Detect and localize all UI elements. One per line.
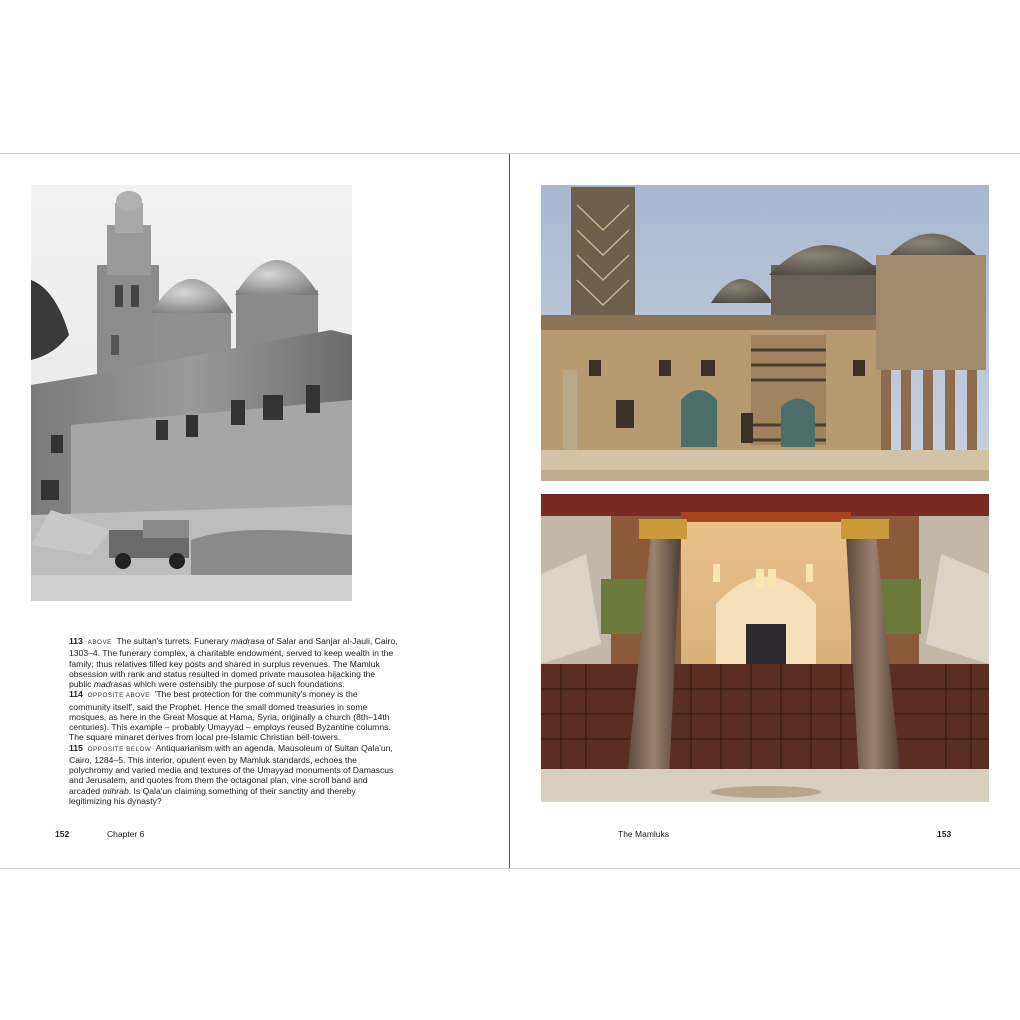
caption-text-run: which were ostensibly the purpose of such foundations.	[131, 679, 345, 689]
caption-text-run: Antiquarianism with an agenda. Mausoleum of Sultan Qala'un, Cairo, 1284–5. This interior, opulent even by Mamluk standards, echoes the polychromy and varied media and textures of the Umayyad monuments of Damascus and Jerusalem, and quotes from them the octagonal plan, vine scroll band and arcaded	[69, 742, 394, 796]
caption-number: 113	[69, 636, 83, 646]
photo-mausoleum-qalaun	[541, 494, 989, 802]
madrasa-photo-illustration	[31, 185, 352, 601]
caption-block	[69, 636, 399, 806]
right-page	[510, 154, 1020, 868]
left-page	[0, 154, 509, 868]
caption-location: OPPOSITE ABOVE	[87, 692, 150, 700]
caption-text-run: 'The best protection for the community's money is the community itself', said the Prophet. Hence the small domed treasuries in some mosques, as here in the Great Mosque at Hama, Syria, originally a church (8th–14th centuries). This example – probably Umayyad – employs reused Byzantine columns. The square minaret derives from local pre-Islamic Christian bell-towers.	[69, 689, 391, 743]
caption-114	[69, 689, 399, 742]
hama-mosque-photo-illustration	[541, 185, 989, 481]
running-head-left: Chapter 6	[107, 829, 145, 839]
caption-italic-term: mihrab	[102, 785, 129, 796]
qalaun-interior-photo-illustration	[541, 494, 989, 802]
caption-text-run: The sultan's turrets. Funerary	[116, 636, 231, 646]
page-number-right: 153	[937, 829, 952, 839]
caption-location: ABOVE	[87, 639, 112, 646]
book-spread	[0, 153, 1020, 869]
photo-madrasa-salar-sanjar	[31, 185, 352, 601]
running-head-right: The Mamluks	[618, 829, 670, 839]
caption-number: 115	[69, 742, 83, 753]
photo-great-mosque-hama	[541, 185, 989, 481]
caption-location: OPPOSITE BELOW	[87, 745, 152, 753]
page-number-left: 152	[55, 829, 70, 839]
caption-text-run: of Salar and Sanjar al-Jauli, Cairo, 1303–4. The funerary complex, a charitable endowment, served to keep wealth in the family; thus relatives filled key posts and shared in surplus revenues. The Mamluk obsession with rank and status resulted in domed private mausolea hijacking the public	[69, 636, 398, 689]
caption-text-run: . Is Qala'un claiming something of their sanctity and thereby legitimizing his dynasty?	[69, 785, 356, 806]
caption-text	[69, 636, 398, 689]
caption-115	[69, 743, 399, 807]
caption-number: 114	[69, 689, 83, 700]
caption-113	[69, 636, 399, 689]
caption-italic-term: madrasa	[230, 636, 265, 646]
caption-italic-term: madrasas	[93, 679, 132, 689]
